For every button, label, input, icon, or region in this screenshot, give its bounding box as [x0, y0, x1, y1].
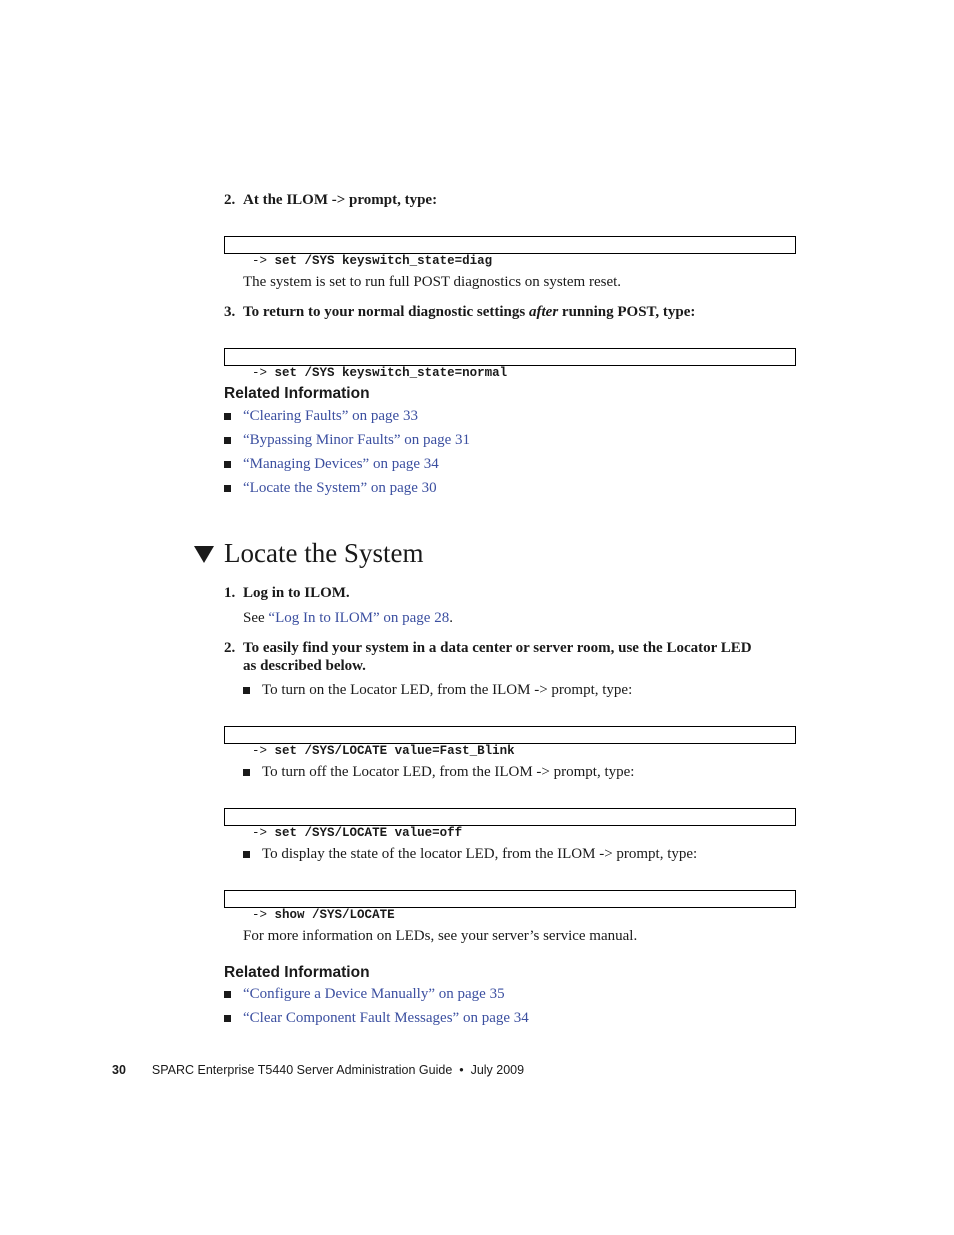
bullet-square-icon — [243, 769, 250, 776]
section-title: Locate the System — [194, 538, 423, 569]
code-block-keyswitch-diag: -> set /SYS keyswitch_state=diag — [224, 236, 796, 254]
bullet-square-icon — [224, 413, 231, 420]
code-block-show-locate: -> show /SYS/LOCATE — [224, 890, 796, 908]
bullet-square-icon — [243, 687, 250, 694]
more-info-paragraph: For more information on LEDs, see your server’s service manual. — [243, 928, 638, 944]
step-2-locator-led: 2. To easily find your system in a data center or server room, use the Locator LED — [224, 640, 752, 656]
link-clear-component-fault-messages[interactable]: “Clear Component Fault Messages” on page 34 — [243, 1010, 529, 1026]
footer-date: July 2009 — [470, 1063, 525, 1077]
related-information-heading: Related Information — [224, 385, 370, 402]
footer-title: SPARC Enterprise T5440 Server Administration Guide — [151, 1063, 453, 1077]
list-item — [224, 408, 418, 425]
bullet-square-icon — [224, 437, 231, 444]
related-information-heading: Related Information — [224, 964, 370, 981]
link-clearing-faults[interactable]: “Clearing Faults” on page 33 — [243, 408, 418, 424]
list-item: To turn off the Locator LED, from the ILOM -> prompt, type: — [243, 764, 634, 781]
step-2-locator-led-line2: as described below. — [243, 658, 366, 674]
link-bypassing-minor-faults[interactable]: “Bypassing Minor Faults” on page 31 — [243, 432, 471, 448]
see-log-in-paragraph: See “Log In to ILOM” on page 28. — [243, 610, 453, 626]
list-item — [224, 480, 437, 497]
triangle-down-icon — [194, 546, 214, 563]
bullet-square-icon — [224, 1015, 231, 1022]
step-3-return-normal: 3. To return to your normal diagnostic settings after running POST, type: — [224, 304, 696, 320]
page-footer — [112, 1063, 524, 1077]
link-log-in-to-ilom[interactable]: “Log In to ILOM” on page 28 — [268, 610, 450, 626]
list-item — [224, 1010, 529, 1027]
step-1-log-in: 1. Log in to ILOM. — [224, 585, 350, 601]
list-item — [224, 986, 505, 1003]
list-item: To display the state of the locator LED, from the ILOM -> prompt, type: — [243, 846, 697, 863]
link-locate-the-system[interactable]: “Locate the System” on page 30 — [243, 480, 437, 496]
step-2-at-ilom: 2. At the ILOM -> prompt, type: — [224, 192, 438, 208]
code-block-locate-fast-blink: -> set /SYS/LOCATE value=Fast_Blink — [224, 726, 796, 744]
bullet-square-icon — [224, 485, 231, 492]
bullet-square-icon — [224, 461, 231, 468]
post-description: The system is set to run full POST diagnostics on system reset. — [243, 274, 622, 290]
bullet-square-icon — [243, 851, 250, 858]
page-number: 30 — [112, 1063, 126, 1077]
list-item — [224, 456, 439, 473]
link-managing-devices[interactable]: “Managing Devices” on page 34 — [243, 456, 439, 472]
list-item — [224, 432, 470, 449]
footer-separator: • — [459, 1063, 464, 1077]
code-block-locate-off: -> set /SYS/LOCATE value=off — [224, 808, 796, 826]
list-item: To turn on the Locator LED, from the ILOM -> prompt, type: — [243, 682, 632, 699]
code-block-keyswitch-normal: -> set /SYS keyswitch_state=normal — [224, 348, 796, 366]
link-configure-device-manually[interactable]: “Configure a Device Manually” on page 35 — [243, 986, 505, 1002]
bullet-square-icon — [224, 991, 231, 998]
